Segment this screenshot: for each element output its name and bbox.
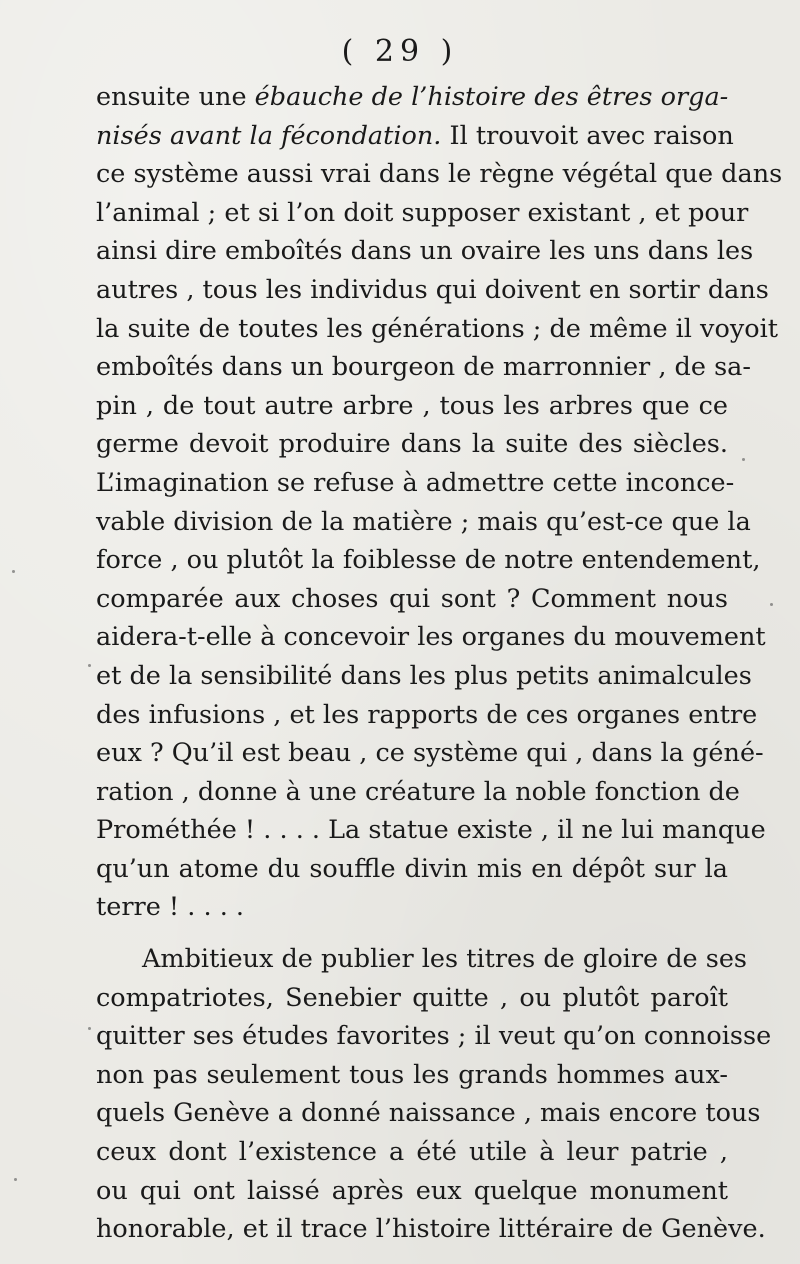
text-line: [96, 1172, 728, 1211]
text-line: [96, 425, 728, 464]
text-line: [96, 78, 728, 117]
text-run: autres , tous les individus qui doivent en sortir dans: [96, 274, 769, 305]
paper-speck: [12, 570, 15, 573]
text-run: quels Genève a donné naissance , mais encore tous: [96, 1098, 761, 1129]
text-line: [96, 541, 761, 580]
text-run: terre ! . . . .: [96, 892, 245, 923]
paper-speck: [770, 603, 773, 606]
text-line: [96, 194, 749, 233]
text-run: ration , donne à une créature la noble fonction de: [96, 776, 740, 807]
text-line: [96, 618, 766, 657]
text-run: Prométhée ! . . . . La statue existe , il ne lui manque: [96, 815, 766, 846]
paragraph: [96, 78, 783, 927]
text-line: [96, 155, 783, 194]
text-line: [96, 1056, 728, 1095]
text-line: [96, 811, 766, 850]
text-line: [96, 503, 751, 542]
text-run: Ambitieux de publier les titres de gloire de ses: [142, 944, 748, 975]
text-line: [96, 773, 740, 812]
text-run: compatriotes, Senebier quitte , ou plutôt paroît: [96, 982, 728, 1013]
text-run: aidera-t-elle à concevoir les organes du mouvement: [96, 622, 766, 653]
text-line: [96, 387, 728, 426]
text-run: ainsi dire emboîtés dans un ovaire les uns dans les: [96, 236, 754, 267]
text-run: pin , de tout autre arbre , tous les arbres que ce: [96, 390, 728, 421]
text-line: [96, 888, 728, 927]
text-line: [96, 1133, 728, 1172]
text-line: [96, 271, 769, 310]
text-run: ceux dont l’existence a été utile à leur patrie ,: [96, 1137, 728, 1168]
text-run: vable division de la matière ; mais qu’est-ce que la: [96, 506, 751, 537]
paper-speck: [14, 1178, 17, 1181]
text-line: [96, 940, 748, 979]
paper-speck: [88, 664, 91, 667]
italic-text: nisés avant la fécondation.: [96, 120, 442, 151]
page-number: ( 29 ): [341, 34, 459, 69]
text-run: Il trouvoit avec raison: [441, 120, 734, 151]
text-line: [96, 1094, 761, 1133]
text-run: comparée aux choses qui sont ? Comment nous: [96, 583, 728, 614]
text-run: la suite de toutes les générations ; de même il voyoit: [96, 313, 778, 344]
text-line: [96, 696, 758, 735]
text-line: [96, 464, 735, 503]
text-line: [96, 348, 751, 387]
text-run: emboîtés dans un bourgeon de marronnier , de sa-: [96, 352, 751, 383]
text-run: ou qui ont laissé après eux quelque monument: [96, 1175, 728, 1206]
paragraph: [96, 940, 772, 1249]
text-line: [96, 850, 728, 889]
text-run: ensuite une: [96, 82, 255, 112]
text-line: [96, 117, 734, 156]
text-run: qu’un atome du souffle divin mis en dépôt sur la: [96, 853, 728, 884]
text-run: des infusions , et les rapports de ces organes entre: [96, 699, 758, 730]
text-line: [96, 310, 778, 349]
text-line: [96, 657, 752, 696]
text-run: ce système aussi vrai dans le règne végétal que dans: [96, 159, 783, 190]
text-run: force , ou plutôt la foiblesse de notre entendement,: [96, 545, 761, 576]
text-line: [96, 979, 728, 1018]
text-run: eux ? Qu’il est beau , ce système qui , dans la géné-: [96, 738, 764, 769]
text-run: L’imagination se refuse à admettre cette inconce-: [96, 467, 735, 498]
text-run: non pas seulement tous les grands hommes aux-: [96, 1059, 728, 1090]
text-line: [96, 580, 728, 619]
text-line: [96, 1210, 766, 1249]
text-run: honorable, et il trace l’histoire littéraire de Genève.: [96, 1214, 766, 1245]
italic-text: ébauche de l’histoire des êtres orga-: [254, 82, 729, 112]
text-run: et de la sensibilité dans les plus petits animalcules: [96, 660, 752, 691]
text-run: quitter ses études favorites ; il veut qu’on connoisse: [96, 1021, 772, 1052]
text-line: [96, 1017, 772, 1056]
paper-speck: [742, 458, 745, 461]
body-text: [96, 78, 783, 1249]
text-line: [96, 232, 754, 271]
text-run: l’animal ; et si l’on doit supposer existant , et pour: [96, 197, 749, 228]
text-run: germe devoit produire dans la suite des siècles.: [96, 429, 728, 460]
paper-speck: [88, 1027, 91, 1030]
text-line: [96, 734, 764, 773]
